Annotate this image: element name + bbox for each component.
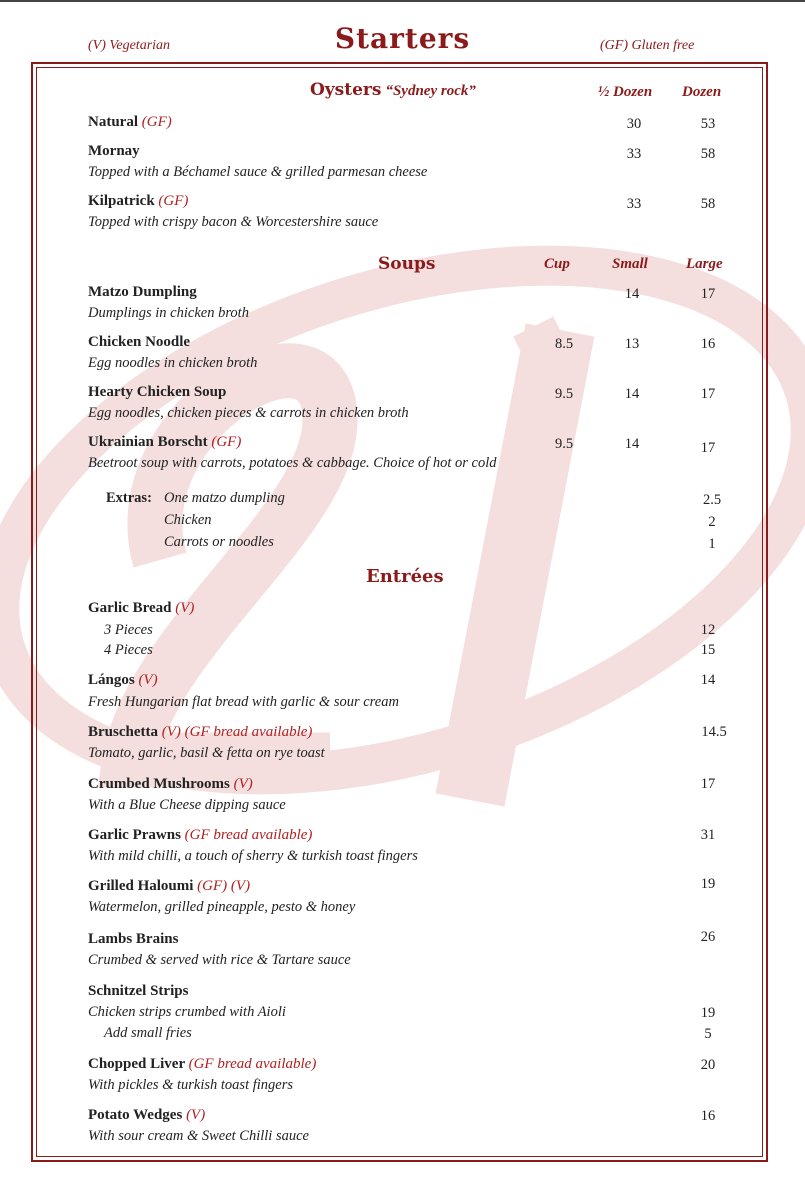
col-dozen: Dozen [682,84,722,100]
extra-price: 2 [708,514,716,530]
col-large: Large [686,256,723,272]
menu-item-name: Chopped Liver (GF bread available) [88,1056,317,1072]
menu-item-price: 14.5 [701,724,727,740]
sub-item-price: 5 [704,1026,712,1042]
menu-item-desc: With sour cream & Sweet Chilli sauce [88,1128,309,1144]
menu-item-desc: Topped with crispy bacon & Worcestershire sauce [88,214,379,230]
menu-item-name: Grilled Haloumi (GF) (V) [88,878,251,894]
entrees-title: Entrées [366,566,444,587]
diet-tag: (V) [233,776,253,792]
diet-tag: (GF) [158,193,189,209]
price-half-dozen: 30 [626,116,642,132]
price-half-dozen: 33 [626,196,642,212]
menu-item-name: Natural (GF) [88,114,172,130]
price-cup: 8.5 [554,336,574,352]
menu-item-desc: Chicken strips crumbed with Aioli [88,1004,286,1020]
menu-item-name: Mornay [88,143,140,159]
price-small: 13 [624,336,640,352]
menu-sub-item: 4 Pieces [104,642,153,658]
menu-sub-item: 3 Pieces [104,622,153,638]
diet-tag: (V) [186,1107,206,1123]
price-large: 17 [700,440,716,456]
extra-price: 2.5 [702,492,722,508]
menu-item-desc: Beetroot soup with carrots, potatoes & cabbage. Choice of hot or cold [88,455,497,471]
legend-vegetarian: (V) Vegetarian [88,38,171,53]
price-small: 14 [624,436,640,452]
menu-item-name: Garlic Bread (V) [88,600,195,616]
extra-item: Chicken [164,512,212,528]
price-large: 17 [700,386,716,402]
menu-item-desc: Crumbed & served with rice & Tartare sauce [88,952,351,968]
menu-item-name: Crumbed Mushrooms (V) [88,776,253,792]
oysters-subtitle: “Sydney rock” [385,83,476,99]
diet-tag: (V) [175,600,195,616]
menu-item-price: 17 [700,776,716,792]
diet-tag: (GF) [141,114,172,130]
price-dozen: 58 [700,146,716,162]
menu-item-name: Bruschetta (V) (GF bread available) [88,724,313,740]
sub-item-price: 12 [700,622,716,638]
diet-tag: (V) [138,672,158,688]
col-cup: Cup [544,256,570,272]
menu-item-name: Matzo Dumpling [88,284,197,300]
price-large: 17 [700,286,716,302]
menu-item-price: 14 [700,672,716,688]
menu-item-price: 19 [700,876,716,892]
extra-item: Carrots or noodles [164,534,274,550]
menu-item-desc: With a Blue Cheese dipping sauce [88,797,286,813]
menu-item-price: 16 [700,1108,716,1124]
price-cup: 9.5 [554,436,574,452]
price-cup: 9.5 [554,386,574,402]
diet-tag: (GF) (V) [197,878,251,894]
menu-item-price: 19 [700,1005,716,1021]
menu-item-desc: Watermelon, grilled pineapple, pesto & honey [88,899,356,915]
extras-label: Extras: [106,490,152,506]
menu-item-name: Ukrainian Borscht (GF) [88,434,242,450]
menu-item-name: Schnitzel Strips [88,983,189,999]
menu-item-desc: Dumplings in chicken broth [88,305,249,321]
menu-item-desc: Tomato, garlic, basil & fetta on rye toast [88,745,325,761]
legend-gluten-free: (GF) Gluten free [600,38,695,53]
oysters-heading [310,80,476,100]
menu-item-name: Lambs Brains [88,931,179,947]
menu-item-desc: Topped with a Béchamel sauce & grilled parmesan cheese [88,164,428,180]
menu-item-desc: Egg noodles in chicken broth [88,355,258,371]
menu-sub-item: Add small fries [104,1025,192,1041]
menu-item-price: 26 [700,929,716,945]
price-dozen: 53 [700,116,716,132]
menu-item-name: Kilpatrick (GF) [88,193,189,209]
page-title: Starters [334,22,471,55]
menu-item-name: Hearty Chicken Soup [88,384,227,400]
extra-item: One matzo dumpling [164,490,285,506]
menu-item-desc: Egg noodles, chicken pieces & carrots in chicken broth [88,405,409,421]
diet-tag: (GF bread available) [184,827,313,843]
menu-item-name: Lángos (V) [88,672,158,688]
extra-price: 1 [708,536,716,552]
menu-item-desc: Fresh Hungarian flat bread with garlic & sour cream [88,694,399,710]
menu-item-name: Potato Wedges (V) [88,1107,206,1123]
price-dozen: 58 [700,196,716,212]
price-small: 14 [624,286,640,302]
menu-item-name: Garlic Prawns (GF bread available) [88,827,313,843]
price-small: 14 [624,386,640,402]
diet-tag: (V) (GF bread available) [161,724,313,740]
menu-item-price: 20 [700,1057,716,1073]
menu-item-desc: With pickles & turkish toast fingers [88,1077,294,1093]
menu-item-price: 31 [700,827,716,843]
price-half-dozen: 33 [626,146,642,162]
oysters-title: Oysters [310,80,382,100]
diet-tag: (GF) [211,434,242,450]
soups-title: Soups [378,254,436,274]
diet-tag: (GF bread available) [188,1056,317,1072]
col-small: Small [612,256,648,272]
col-half-dozen: ½ Dozen [598,84,653,100]
menu-item-desc: With mild chilli, a touch of sherry & turkish toast fingers [88,848,418,864]
menu-item-name: Chicken Noodle [88,334,191,350]
price-large: 16 [700,336,716,352]
sub-item-price: 15 [700,642,716,658]
